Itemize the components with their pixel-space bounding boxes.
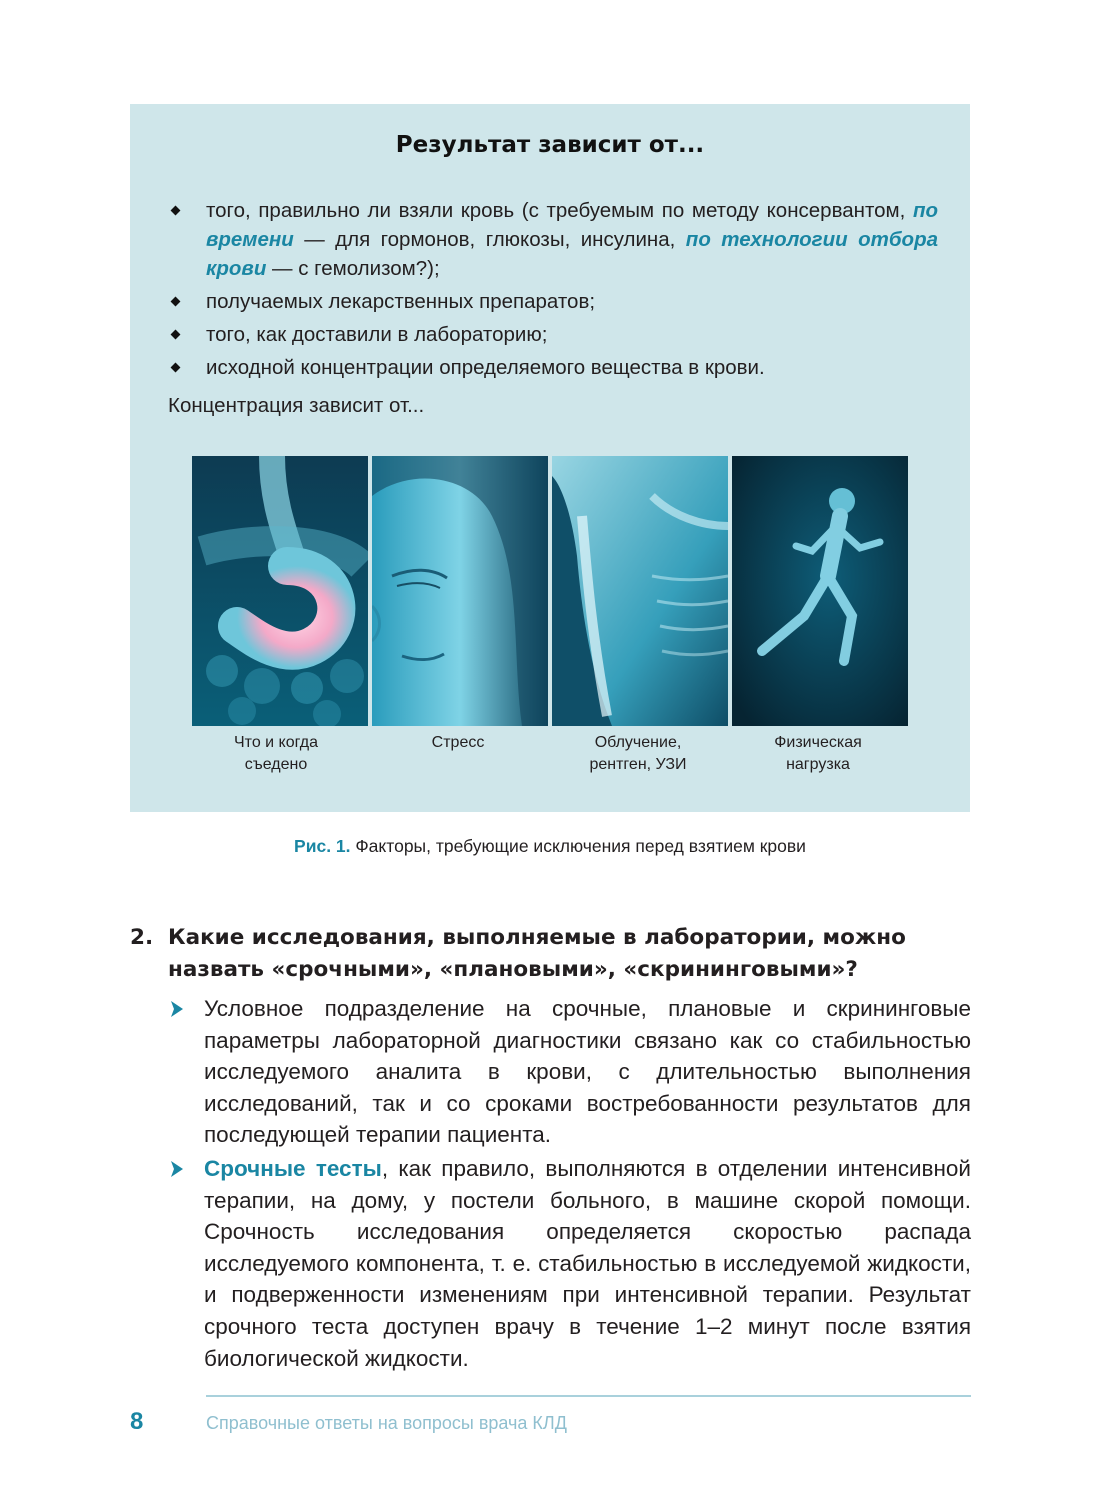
running-title: Справочные ответы на вопросы врача КЛД: [206, 1413, 567, 1433]
panel-stomach: [192, 456, 368, 726]
figure-caption-label: Рис. 1.: [294, 836, 351, 856]
face-icon: [372, 456, 548, 726]
figure-caption: [0, 836, 1100, 857]
answer-item: Срочные тесты, как правило, выполняются в отделении интенсивной терапии, на дому, у постели больного, в машине скорой помощи. Срочность исследования определяется скоростью распада исследуемого компонента, т. е. стабильностью в исследуемой жидкости, и подверженности изменениям при интенсивной терапии. Результат срочного теста доступен врачу в течение 1–2 минут после взятия биологической жидкости.: [168, 1153, 971, 1374]
panel-xray: [552, 456, 728, 726]
list-item: получаемых лекарственных препаратов;: [168, 287, 938, 316]
emphasis-time: по времени: [206, 199, 938, 251]
figure-panels: [192, 456, 908, 726]
chevron-right-icon: [168, 1160, 186, 1178]
bullet-diamond-icon: [171, 297, 181, 307]
panel-face: [372, 456, 548, 726]
page-number: 8: [130, 1408, 144, 1435]
box-title: Результат зависит от...: [395, 132, 705, 158]
question-text: Какие исследования, выполняемые в лаборатории, можно назвать «срочными», «плановыми», «скрининговыми»?: [168, 925, 906, 982]
caption-exercise: Физическая нагрузка: [774, 734, 862, 773]
figure-caption-text: Факторы, требующие исключения перед взятием крови: [350, 836, 806, 856]
list-item: того, как доставили в лабораторию;: [168, 320, 938, 349]
answer-item: Условное подразделение на срочные, плановые и скрининговые параметры лабораторной диагностики связано как со стабильностью исследуемого аналита в крови, с длительностью выполнения исследований, так и со сроками востребованности результатов для последующей терапии пациента.: [168, 993, 971, 1151]
bullet-diamond-icon: [171, 206, 181, 216]
info-box: [130, 104, 970, 812]
bullet-diamond-icon: [171, 330, 181, 340]
stomach-icon: [192, 456, 368, 726]
emphasis-technology: по технологии отбора крови: [206, 228, 938, 280]
factors-list: [168, 196, 938, 386]
bullet-diamond-icon: [171, 363, 181, 373]
caption-radiation: Облучение, рентген, УЗИ: [589, 734, 687, 773]
concentration-label: Концентрация зависит от...: [168, 394, 425, 417]
xray-torso-icon: [552, 456, 728, 726]
answer-list: [168, 993, 971, 1376]
chevron-right-icon: [168, 1000, 186, 1018]
caption-stress: Стресс: [431, 734, 485, 751]
footer-divider: [206, 1395, 971, 1397]
caption-food: Что и когда съедено: [234, 734, 318, 773]
question-number: 2.: [130, 925, 154, 950]
list-item: исходной концентрации определяемого вещества в крови.: [168, 353, 938, 382]
panel-runner: [732, 456, 908, 726]
urgent-tests-term: Срочные тесты: [204, 1155, 382, 1181]
running-man-icon: [732, 456, 908, 726]
list-item: того, правильно ли взяли кровь (с требуемым по методу консервантом, по времени — для гормонов, глюкозы, инсулина, по технологии отбора крови — с гемолизом?);: [168, 196, 938, 283]
question-heading: [130, 922, 975, 986]
